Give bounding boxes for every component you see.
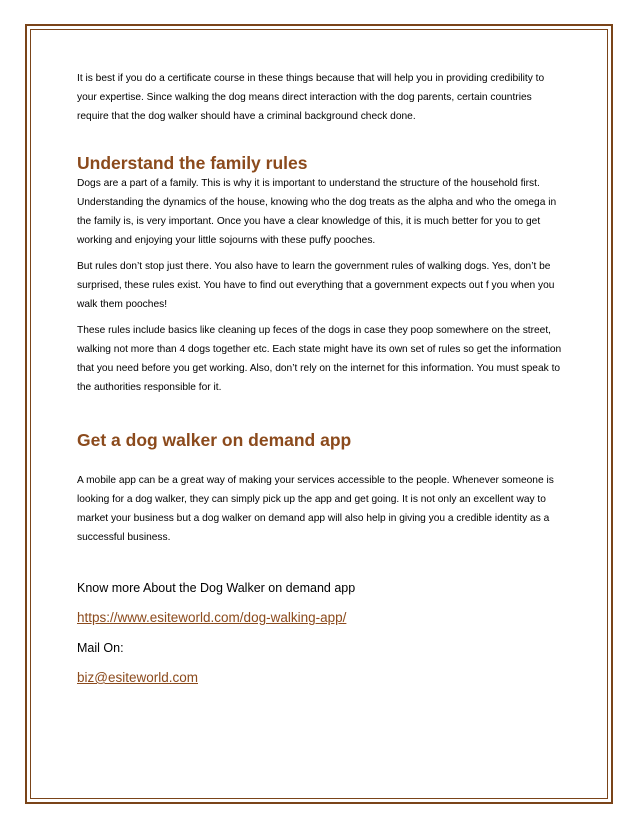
- family-rules-paragraph-2: But rules don’t stop just there. You also have to learn the government rules of walking dogs. Yes, don’t be surprised, these rules exist. You have to find out everything that a government expects out f you when you walk them pooches!: [77, 261, 555, 310]
- know-more-text: Know more About the Dog Walker on demand app: [77, 581, 356, 595]
- document-content: [77, 69, 563, 688]
- app-section-paragraph: A mobile app can be a great way of making your services accessible to the people. Whenever someone is looking for a dog walker, they can simply pick up the app and get going. It is not only an excellent way to market your business but a dog walker on demand app will also help in giving you a credible identity as a successful business.: [77, 475, 554, 543]
- family-rules-paragraph-1: Dogs are a part of a family. This is why it is important to understand the structure of the household first. Understanding the dynamics of the house, knowing who the dog treats as the alpha and who the omega in the family is, is very important. Once you have a clear knowledge of this, it is much better for you to get working and enjoying your little sojourns with these puffy pooches.: [77, 178, 557, 246]
- app-url-link[interactable]: https://www.esiteworld.com/dog-walking-app/: [77, 610, 347, 625]
- intro-paragraph: It is best if you do a certificate course in these things because that will help you in providing credibility to your expertise. Since walking the dog means direct interaction with the dog parents, certain countries require that the dog walker should have a criminal background check done.: [77, 73, 545, 122]
- family-rules-paragraph-3: These rules include basics like cleaning up feces of the dogs in case they poop somewhere on the street, walking not more than 4 dogs together etc. Each state might have its own set of rules so get the information that you need before you get working. Also, don’t rely on the internet for this information. You must speak to the authorities responsible for it.: [77, 325, 562, 393]
- app-section-heading: Get a dog walker on demand app: [77, 430, 352, 450]
- email-link[interactable]: biz@esiteworld.com: [77, 670, 198, 685]
- family-rules-heading: Understand the family rules: [77, 153, 308, 173]
- mail-label: Mail On:: [77, 641, 124, 655]
